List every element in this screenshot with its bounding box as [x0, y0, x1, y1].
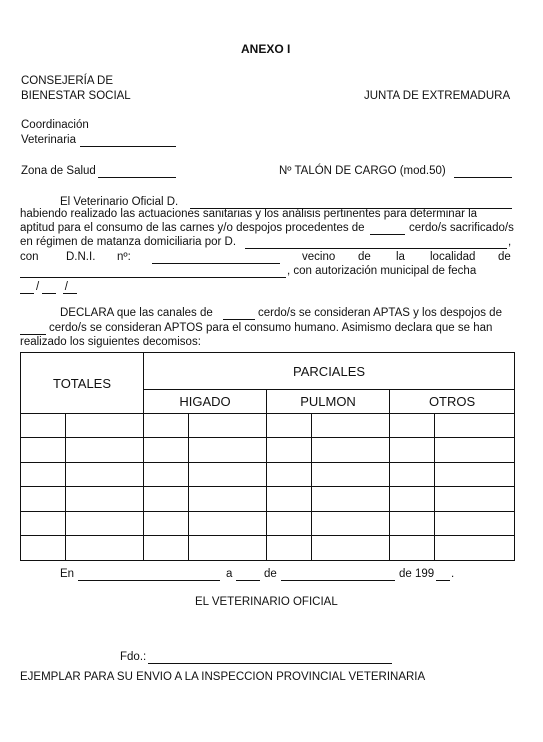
table-cell[interactable] [66, 536, 144, 561]
localidad-word: localidad [430, 251, 476, 263]
table-cell[interactable] [189, 438, 267, 463]
date-month-blank[interactable] [42, 293, 56, 294]
table-cell[interactable] [435, 438, 515, 463]
declara-line-1a: DECLARA que las canales de [60, 307, 213, 319]
table-cell[interactable] [144, 463, 189, 487]
coordination-blank[interactable] [80, 146, 176, 147]
table-row [21, 414, 515, 438]
table-cell[interactable] [267, 512, 312, 536]
fdo-label: Fdo.: [120, 651, 147, 663]
table-cell[interactable] [21, 414, 66, 438]
table-cell[interactable] [312, 487, 390, 512]
localidad-blank[interactable] [20, 277, 286, 278]
declara-line-3: realizado los siguientes decomisos: [20, 336, 201, 348]
vecino-word: vecino [302, 251, 336, 263]
table-cell[interactable] [435, 463, 515, 487]
zona-salud-blank[interactable] [98, 177, 176, 178]
table-cell[interactable] [267, 414, 312, 438]
dni-blank[interactable] [152, 263, 280, 264]
dni-number-label: nº: [117, 251, 131, 263]
table-cell[interactable] [435, 536, 515, 561]
declara-line-1b: cerdo/s se consideran APTAS y los despojos de [258, 307, 502, 319]
con-word: con [20, 251, 39, 263]
table-row [21, 487, 515, 512]
table-cell[interactable] [189, 512, 267, 536]
table-cell[interactable] [312, 414, 390, 438]
decomisos-table [20, 352, 515, 561]
table-cell[interactable] [21, 512, 66, 536]
de-word-footer: de [264, 568, 277, 580]
table-row [21, 438, 515, 463]
table-cell[interactable] [21, 463, 66, 487]
de-word-2: de [498, 251, 511, 263]
department-line-1: CONSEJERÍA DE [21, 75, 114, 87]
table-cell[interactable] [144, 487, 189, 512]
table-cell[interactable] [21, 536, 66, 561]
body-line-4-comma: , [508, 236, 512, 248]
table-cell[interactable] [390, 438, 435, 463]
table-cell[interactable] [267, 487, 312, 512]
table-cell[interactable] [66, 487, 144, 512]
table-cell[interactable] [435, 414, 515, 438]
department-line-2: BIENESTAR SOCIAL [21, 90, 131, 102]
table-cell[interactable] [390, 414, 435, 438]
ejemplar-note: EJEMPLAR PARA SU ENVIO A LA INSPECCION PROVINCIAL VETERINARIA [20, 671, 426, 683]
table-cell[interactable] [390, 512, 435, 536]
body-line-6: , con autorización municipal de fecha [287, 265, 477, 277]
table-cell[interactable] [312, 463, 390, 487]
parciales-header: PARCIALES [144, 353, 515, 390]
table-cell[interactable] [435, 512, 515, 536]
table-cell[interactable] [267, 438, 312, 463]
body-line-4: en régimen de matanza domiciliaria por D. [20, 236, 237, 248]
table-cell[interactable] [189, 536, 267, 561]
table-cell[interactable] [189, 463, 267, 487]
table-row [21, 536, 515, 561]
table-cell[interactable] [267, 536, 312, 561]
talon-cargo-blank[interactable] [454, 177, 512, 178]
date-day-blank[interactable] [20, 293, 34, 294]
otros-header: OTROS [390, 390, 515, 414]
table-cell[interactable] [144, 536, 189, 561]
table-row [21, 512, 515, 536]
table-cell[interactable] [312, 536, 390, 561]
table-cell[interactable] [21, 487, 66, 512]
veterinario-oficial-label: EL VETERINARIO OFICIAL [195, 596, 338, 608]
table-cell[interactable] [66, 463, 144, 487]
coordination-line-1: Coordinación [21, 119, 89, 131]
table-cell[interactable] [66, 512, 144, 536]
table-row [21, 463, 515, 487]
table-cell[interactable] [189, 487, 267, 512]
coordination-line-2: Veterinaria [21, 134, 76, 146]
la-word: la [396, 251, 405, 263]
body-line-3a: aptitud para el consumo de las carnes y/o despojos procedentes de [20, 222, 365, 234]
de-199-word: de 199 [399, 568, 435, 580]
de-word: de [358, 251, 371, 263]
table-cell[interactable] [144, 438, 189, 463]
talon-cargo-label: Nº TALÓN DE CARGO (mod.50) [279, 165, 446, 177]
table-cell[interactable] [144, 414, 189, 438]
higado-header: HIGADO [144, 390, 267, 414]
table-cell[interactable] [312, 438, 390, 463]
canales-blank[interactable] [223, 319, 255, 320]
table-cell[interactable] [435, 487, 515, 512]
owner-name-blank[interactable] [245, 248, 507, 249]
organization-name: JUNTA DE EXTREMADURA [364, 90, 511, 102]
dni-label: D.N.I. [66, 251, 96, 263]
table-cell[interactable] [312, 512, 390, 536]
table-cell[interactable] [390, 536, 435, 561]
year-blank[interactable] [436, 580, 450, 581]
despojos-blank[interactable] [20, 334, 46, 335]
date-slashes: / / [36, 281, 68, 293]
table-cell[interactable] [390, 487, 435, 512]
table-cell[interactable] [189, 414, 267, 438]
pulmon-header: PULMON [267, 390, 390, 414]
document-title: ANEXO I [241, 42, 291, 56]
table-cell[interactable] [66, 438, 144, 463]
date-year-blank[interactable] [63, 293, 77, 294]
table-cell[interactable] [21, 438, 66, 463]
en-word: En [60, 568, 75, 580]
a-word: a [226, 568, 233, 580]
body-line-2: habiendo realizado las actuaciones sanitarias y los análisis pertinentes para determinar la [20, 208, 478, 220]
place-blank[interactable] [78, 580, 220, 581]
day-blank[interactable] [236, 580, 260, 581]
num-cerdos-blank[interactable] [370, 234, 405, 235]
table-cell[interactable] [390, 463, 435, 487]
totales-header: TOTALES [21, 353, 144, 414]
date-period: . [451, 568, 455, 580]
body-line-3b: cerdo/s sacrificado/s [409, 222, 514, 234]
month-blank[interactable] [281, 580, 395, 581]
table-cell[interactable] [267, 463, 312, 487]
veterinarian-line: El Veterinario Oficial D. [60, 196, 179, 208]
zona-salud-label: Zona de Salud [21, 165, 96, 177]
signature-blank[interactable] [148, 663, 392, 664]
table-cell[interactable] [144, 512, 189, 536]
declara-line-2: cerdo/s se consideran APTOS para el consumo humano. Asimismo declara que se han [49, 322, 493, 334]
table-cell[interactable] [66, 414, 144, 438]
